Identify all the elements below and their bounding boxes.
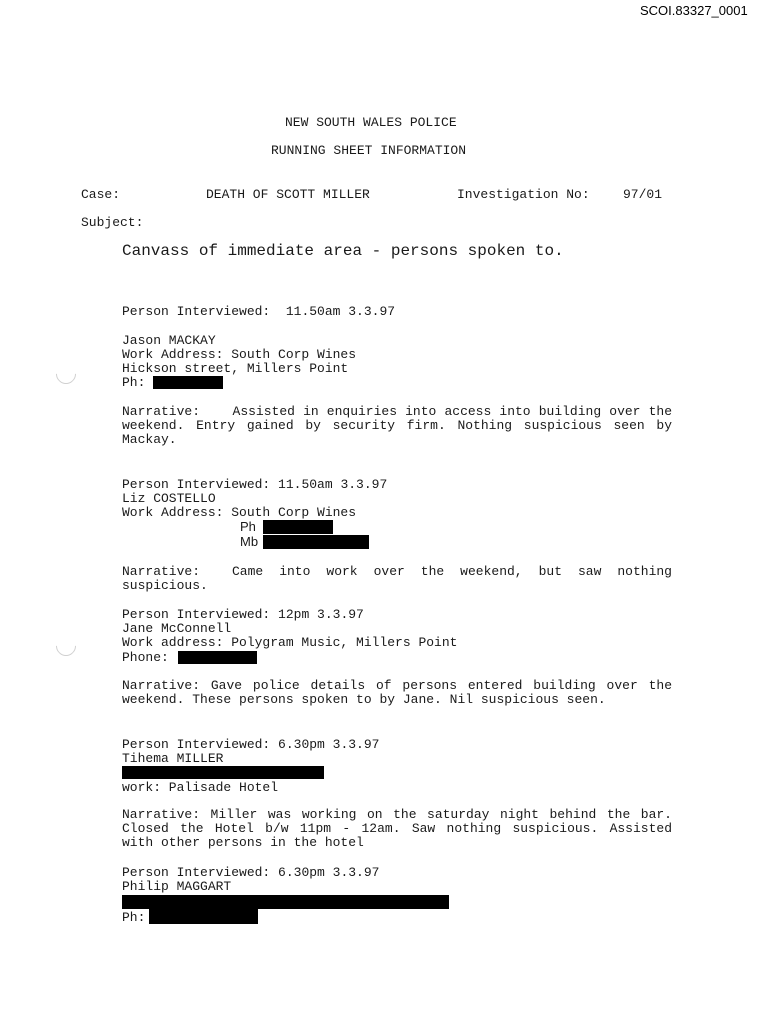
interviewed-label: Person Interviewed: xyxy=(122,477,271,492)
redaction-bar xyxy=(263,535,369,549)
redaction-bar xyxy=(263,520,333,534)
narrative-text: Gave police details of persons entered building over the weekend. These persons spoken to by Jane. Nil suspicious seen. xyxy=(122,678,672,707)
person-name: Jason MACKAY xyxy=(122,333,216,348)
interview-time-row xyxy=(122,478,387,492)
phone-label: Ph: xyxy=(122,910,146,925)
interview-time-row xyxy=(122,305,395,319)
punch-hole-mark xyxy=(52,360,80,388)
narrative xyxy=(122,808,672,850)
narrative-label: Narrative: xyxy=(122,678,201,693)
narrative-text: Assisted in enquiries into access into building over the weekend. Entry gained by security firm. Nothing suspicious seen by Mackay. xyxy=(122,404,672,447)
case-value: DEATH OF SCOTT MILLER xyxy=(206,187,370,202)
investigation-number: 97/01 xyxy=(623,187,663,202)
work-address: Work Address: South Corp Wines xyxy=(122,505,357,520)
subject-label: Subject: xyxy=(81,215,144,230)
interview-time-row xyxy=(122,866,379,880)
interview-time-row xyxy=(122,608,364,622)
redaction-bar xyxy=(122,766,324,779)
narrative xyxy=(122,405,672,447)
narrative-label: Narrative: xyxy=(122,404,201,419)
interview-time: 11.50am 3.3.97 xyxy=(285,304,396,319)
punch-hole-mark xyxy=(52,632,80,660)
mobile-label: Mb xyxy=(240,534,259,549)
interviewed-label: Person Interviewed: xyxy=(122,737,271,752)
interviewed-label: Person Interviewed: xyxy=(122,304,271,319)
interviewed-label: Person Interviewed: xyxy=(122,865,271,880)
narrative xyxy=(122,565,672,593)
phone-label: Phone: xyxy=(122,650,169,665)
redaction-bar xyxy=(149,909,258,924)
interviewed-label: Person Interviewed: xyxy=(122,607,271,622)
phone-label: Ph: xyxy=(122,375,146,390)
person-name: Philip MAGGART xyxy=(122,879,232,894)
case-label: Case: xyxy=(81,187,121,202)
narrative-text: Came into work over the weekend, but saw nothing suspicious. xyxy=(122,564,672,593)
work-address: Work address: Polygram Music, Millers Point xyxy=(122,635,458,650)
investigation-label: Investigation No: xyxy=(457,187,590,202)
form-title: RUNNING SHEET INFORMATION xyxy=(271,143,467,158)
interview-time: 12pm 3.3.97 xyxy=(278,607,364,622)
phone-label: Ph xyxy=(240,519,256,534)
narrative-label: Narrative: xyxy=(122,564,201,579)
interview-time: 11.50am 3.3.97 xyxy=(278,477,388,492)
interview-time-row xyxy=(122,738,379,752)
interview-time: 6.30pm 3.3.97 xyxy=(278,737,380,752)
work-address: Work Address: South Corp Wines xyxy=(122,347,357,362)
narrative-text: Miller was working on the saturday night behind the bar. Closed the Hotel b/w 11pm - 12am. Saw nothing suspicious. Assisted with other persons in the hotel xyxy=(122,807,672,850)
interview-time: 6.30pm 3.3.97 xyxy=(278,865,380,880)
agency-title: NEW SOUTH WALES POLICE xyxy=(285,115,457,130)
person-name: Jane McConnell xyxy=(122,621,232,636)
work-address: work: Palisade Hotel xyxy=(122,780,279,795)
subject-value: Canvass of immediate area - persons spoken to. xyxy=(122,242,564,260)
person-name: Liz COSTELLO xyxy=(122,491,216,506)
redaction-bar xyxy=(178,651,257,664)
narrative xyxy=(122,679,672,707)
redaction-bar xyxy=(122,895,449,909)
redaction-bar xyxy=(153,376,223,389)
document-id: SCOI.83327_0001 xyxy=(640,3,748,18)
person-name: Tihema MILLER xyxy=(122,751,224,766)
narrative-label: Narrative: xyxy=(122,807,201,822)
work-address-line2: Hickson street, Millers Point xyxy=(122,361,349,376)
